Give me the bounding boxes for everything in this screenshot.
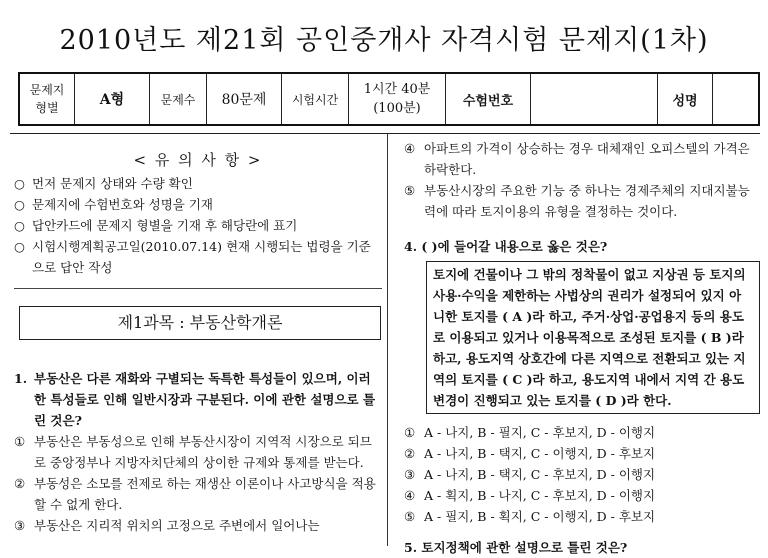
exam-info-table — [18, 72, 760, 126]
answer-option[interactable] — [404, 485, 760, 506]
notice-item-text: 문제지에 수험번호와 성명을 기재 — [32, 197, 213, 212]
option-marker: ④ — [404, 141, 416, 156]
notice-item — [14, 194, 382, 215]
column-divider — [387, 134, 388, 546]
question-1 — [14, 368, 382, 536]
option-marker: ② — [14, 476, 26, 491]
name-field[interactable] — [713, 73, 760, 125]
option-text: 부동성은 소모를 전제로 하는 재생산 이론이나 사고방식을 적용할 수 없게 한다. — [34, 476, 376, 512]
option-marker: ② — [404, 446, 416, 461]
circle-bullet-icon: ○ — [14, 176, 25, 191]
answer-option[interactable] — [404, 138, 760, 180]
option-text: 아파트의 가격이 상승하는 경우 대체재인 오피스텔의 가격은 하락한다. — [424, 141, 750, 177]
circle-bullet-icon: ○ — [14, 218, 25, 233]
notice-item-text: 시험시행계획공고일(2010.07.14) 현재 시행되는 법령을 기준으로 답안 작성 — [32, 239, 371, 275]
answer-option[interactable] — [14, 515, 382, 536]
notice-heading: < 유 의 사 항 > — [133, 151, 263, 169]
question-5-stem: 5. 토지정책에 관한 설명으로 틀린 것은? — [404, 540, 628, 555]
option-text: A - 획지, B - 나지, C - 후보지, D - 이행지 — [424, 488, 656, 503]
notice-item-text: 먼저 문제지 상태와 수량 확인 — [32, 176, 193, 191]
time-value — [349, 73, 446, 125]
notice-item — [14, 236, 382, 278]
type-value: A형 — [75, 73, 150, 125]
option-text: A - 필지, B - 획지, C - 이행지, D - 후보지 — [424, 509, 656, 524]
option-marker: ③ — [404, 467, 416, 482]
count-value: 80문제 — [207, 73, 282, 125]
subject-title: 제1과목 : 부동산학개론 — [19, 306, 381, 340]
answer-option[interactable] — [404, 422, 760, 443]
question-number: 1. — [14, 371, 28, 386]
notice-item-text: 답안카드에 문제지 형별을 기재 후 해당란에 표기 — [32, 218, 298, 233]
circle-bullet-icon: ○ — [14, 239, 25, 254]
option-text: A - 나지, B - 택지, C - 이행지, D - 후보지 — [424, 446, 656, 461]
type-label: 문제지 형별 — [19, 73, 75, 125]
answer-option[interactable] — [404, 464, 760, 485]
question-text: 부동산은 다른 재화와 구별되는 독특한 특성들이 있으며, 이러한 특성들로 인해 일반시장과 구분된다. 이에 관한 설명으로 틀린 것은? — [34, 371, 376, 428]
question-4-passage: 토지에 건물이나 그 밖의 정착물이 없고 지상권 등 토지의 사용·수익을 제한하는 사법상의 권리가 설정되어 있지 아니한 토지를 ( A )라 하고, 주거·상업·공업용지 등의 용도로 이용되고 있거나 이용목적으로 조성된 토지를 ( B )라 하고, 용도지역 상호간에 다른 지역으로 전환되고 있는 지역의 토지를 ( C )라 하고, 용도지역 내에서 지역 간 용도변경이 진행되고 있는 토지를 ( D )라 한다. — [426, 261, 760, 414]
time-value-line1: 1시간 40분 — [363, 82, 431, 97]
notice-divider — [14, 288, 382, 289]
right-column — [404, 138, 760, 558]
notice-item — [14, 215, 382, 236]
option-text: A - 나지, B - 필지, C - 후보지, D - 이행지 — [424, 425, 656, 440]
option-marker: ④ — [404, 488, 416, 503]
question-stem — [14, 368, 382, 431]
option-text: A - 나지, B - 택지, C - 후보지, D - 이행지 — [424, 467, 656, 482]
top-divider — [10, 133, 760, 134]
option-marker: ⑤ — [404, 183, 416, 198]
question-4-stem: 4. ( )에 들어갈 내용으로 옳은 것은? — [404, 239, 608, 254]
answer-option[interactable] — [14, 473, 382, 515]
option-marker: ⑤ — [404, 509, 416, 524]
answer-option[interactable] — [14, 431, 382, 473]
option-text: 부동산은 부동성으로 인해 부동산시장이 지역적 시장으로 되므로 중앙정부나 지방자치단체의 상이한 규제와 통제를 받는다. — [34, 434, 372, 470]
option-text: 부동산은 지리적 위치의 고정으로 주변에서 일어나는 — [34, 518, 320, 533]
answer-option[interactable] — [404, 180, 760, 222]
exam-number-field[interactable] — [531, 73, 658, 125]
count-label: 문제수 — [150, 73, 207, 125]
time-label: 시험시간 — [282, 73, 349, 125]
option-marker: ① — [404, 425, 416, 440]
option-marker: ① — [14, 434, 26, 449]
option-text: 부동산시장의 주요한 기능 중 하나는 경제주체의 지대지불능력에 따라 토지이용의 유형을 결정하는 것이다. — [424, 183, 750, 219]
answer-option[interactable] — [404, 506, 760, 527]
answer-option[interactable] — [404, 443, 760, 464]
notice-section — [14, 150, 382, 278]
notice-item — [14, 173, 382, 194]
circle-bullet-icon: ○ — [14, 197, 25, 212]
option-marker: ③ — [14, 518, 26, 533]
time-value-line2: (100분) — [373, 101, 421, 116]
exam-number-label: 수험번호 — [446, 73, 531, 125]
name-label: 성명 — [658, 73, 713, 125]
exam-title: 2010년도 제21회 공인중개사 자격시험 문제지(1차) — [59, 25, 709, 56]
